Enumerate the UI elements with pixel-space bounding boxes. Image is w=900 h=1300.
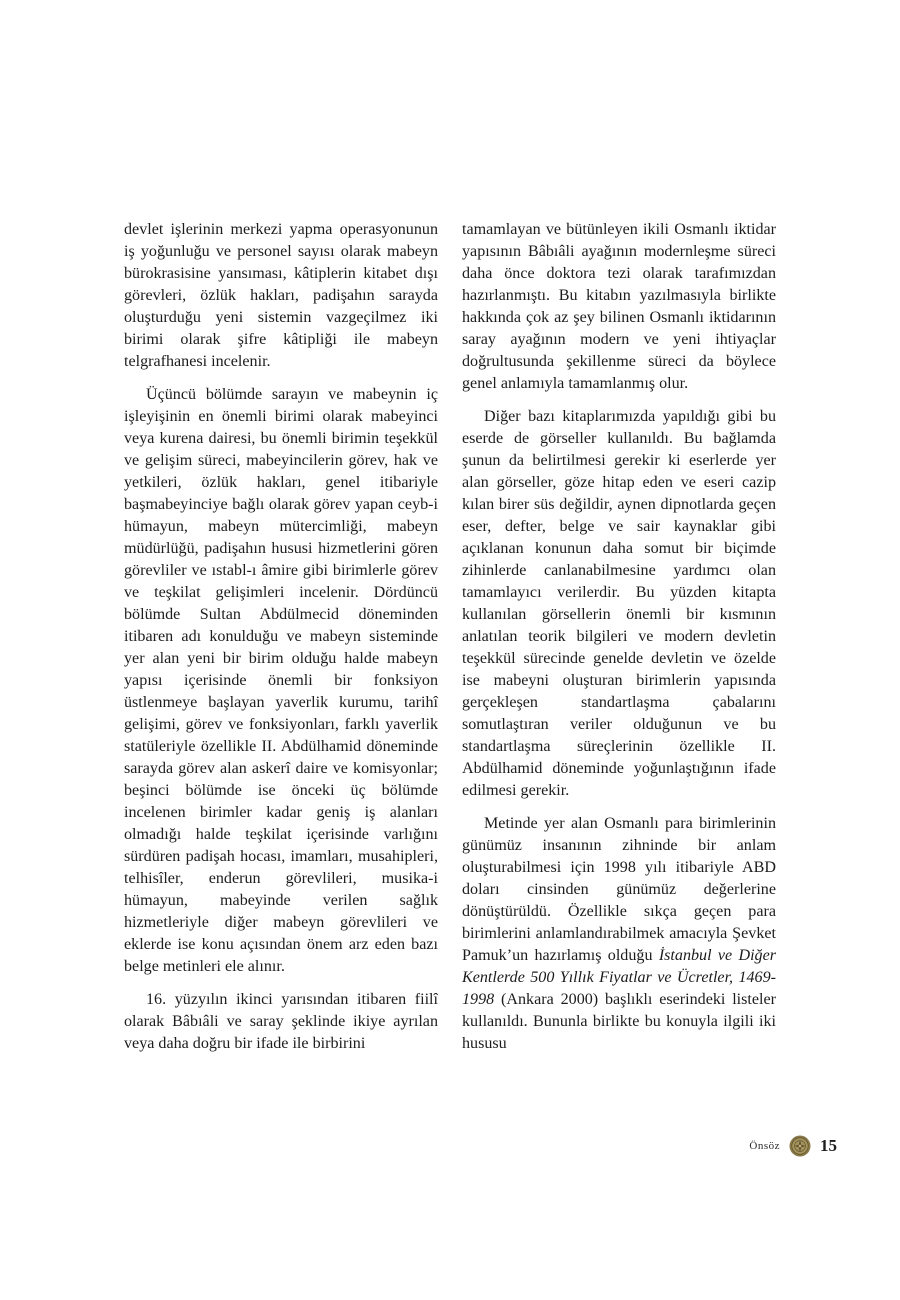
right-text-column [462, 219, 776, 1055]
left-paragraph-1: devlet işlerinin merkezi yapma operasyonunun iş yoğunluğu ve personel sayısı olarak mabeyn bürokrasisine yansıması, kâtiplerin kitabet dışı görevleri, özlük hakları, padişahın sarayda oluşturduğu yeni sistemin vazgeçilmez iki birimi olarak şifre kâtipliği ile mabeyn telgrafhanesi incelenir. [124, 221, 438, 370]
page-footer [749, 1135, 837, 1157]
left-text-column [124, 219, 438, 1055]
paragraph-text: (Ankara 2000) başlıklı eserindeki listeler kullanıldı. Bununla birlikte bu konuyla ilgili iki hususu [462, 991, 776, 1052]
right-paragraph-2: Diğer bazı kitaplarımızda yapıldığı gibi bu eserde de görseller kullanıldı. Bu bağlamda şunun da belirtilmesi gerekir ki eserlerde yer alan görseller, göze hitap eden ve eseri cazip kılan birer süs değildir, aynen dipnotlarda geçen eser, defter, belge ve sair kaynaklar gibi açıklanan konunun daha somut bir biçimde zihinlerde canlanabilmesine yardımcı olan tamamlayıcı verilerdir. Bu yüzden kitapta kullanılan görsellerin önemli bir kısmının anlatılan teorik bilgileri ve modern devletin teşekkül sürecinde genelde devletin ve özelde ise mabeyni oluşturan birimlerin yapısında gerçekleşen standartlaşma çabalarını somutlaştıran veriler olduğunun ve bu standartlaşma süreçlerinin özellikle II. Abdülhamid döneminde yoğunlaştığının ifade edilmesi gerekir. [462, 408, 776, 799]
page-number: 15 [820, 1136, 837, 1155]
right-paragraph-1: tamamlayan ve bütünleyen ikili Osmanlı iktidar yapısının Bâbıâli ayağının modernleşme süreci daha önce doktora tezi olarak tarafımızdan hazırlanmıştı. Bu kitabın yazılmasıyla birlikte hakkında çok az şey bilinen Osmanlı iktidarının saray ayağının modern ve yeni ihtiyaçlar doğrultusunda şekillenme süreci da böylece genel anlamıyla tamamlanmış olur. [462, 221, 776, 392]
book-title: İstanbul ve Diğer Kentlerde 500 Yıllık Fiyatlar ve Ücretler, 1469-1998 [462, 947, 777, 1008]
ornamental-seal-icon [789, 1135, 811, 1157]
paragraph-text: Metinde yer alan Osmanlı para birimlerinin günümüz insanının zihninde bir anlam oluşturabilmesi için 1998 yılı itibariyle ABD doları cinsinden günümüz değerlerine dönüştürüldü. Özellikle sıkça geçen para birimlerini anlamlandırabilmek amacıyla Şevket Pamuk’un hazırlamış olduğu [462, 815, 776, 964]
left-paragraph-2: Üçüncü bölümde sarayın ve mabeynin iç işleyişinin en önemli birimi olarak mabeyinci veya kurena dairesi, bu önemli birimin teşekkül ve gelişim süreci, mabeyincilerin görev, hak ve yetkileri, özlük hakları, genel itibariyle başmabeyinciye bağlı olarak görev yapan ceyb-i hümayun, mabeyn mütercimliği, mabeyn müdürlüğü, padişahın hususi hizmetlerini gören görevliler ve ıstabl-ı âmire gibi birimlerle görev ve teşkilat gelişimleri incelenir. Dördüncü bölümde Sultan Abdülmecid döneminden itibaren adı konulduğu ve mabeyn sisteminde yer alan yeni bir birim olduğu halde mabeyn yapısı içerisinde önemli bir fonksiyon üstlenmeye başlayan yaverlik kurumu, tarihî gelişimi, görev ve fonksiyonları, farklı yaverlik statüleriyle özellikle II. Abdülhamid döneminde sarayda görev alan askerî daire ve komisyonlar; beşinci bölümde ise önceki üç bölümde incelenen birimler kadar geniş iş alanları olmadığı halde teşkilat içerisinde varlığını sürdüren padişah hocası, imamları, musahipleri, telhisîler, enderun görevlileri, musika-i hümayun, mabeyinde verilen sağlık hizmetleriyle diğer mabeyn görevlileri ve eklerde ise konu açısından önem arz eden bazı belge metinleri ele alınır. [124, 386, 438, 975]
left-paragraph-3: 16. yüzyılın ikinci yarısından itibaren fiilî olarak Bâbıâli ve saray şeklinde ikiye ayrılan veya daha doğru bir ifade ile birbirini [124, 991, 438, 1052]
right-paragraph-3 [462, 813, 776, 1055]
section-label: Önsöz [749, 1140, 780, 1152]
